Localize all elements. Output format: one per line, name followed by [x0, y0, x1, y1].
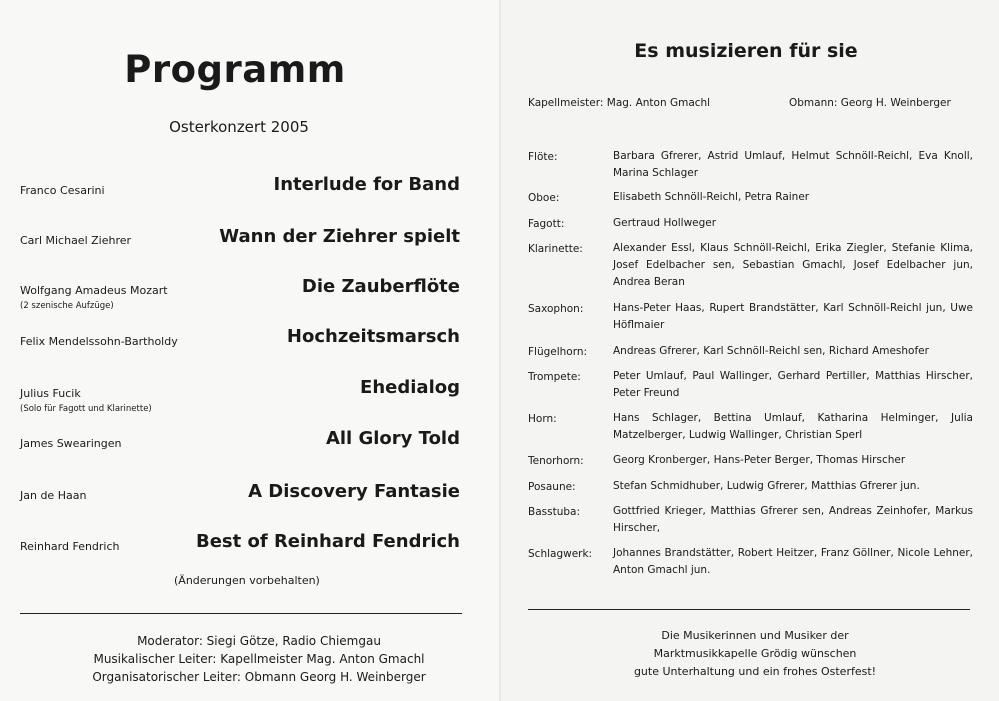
players-list: Elisabeth Schnöll-Reichl, Petra Rainer — [613, 191, 810, 203]
composer-name: Jan de Haan — [20, 489, 87, 502]
instrument-label: Tenorhorn: — [528, 455, 584, 467]
divider — [20, 613, 462, 614]
program-subtitle: Osterkonzert 2005 — [169, 118, 309, 136]
work-title: A Discovery Fantasie — [248, 481, 460, 502]
closing-line: gute Unterhaltung und ein frohes Osterfest! — [633, 665, 877, 678]
composer-name: Julius Fucik — [20, 387, 81, 400]
changes-note: (Änderungen vorbehalten) — [174, 574, 320, 587]
composer-name: Carl Michael Ziehrer — [20, 234, 132, 247]
players-list: Johannes Brandstätter, Robert Heitzer, Franz Göllner, Nicole Lehner, Anton Gmachl jun. — [613, 547, 973, 576]
instrument-label: Flöte: — [528, 151, 558, 163]
kapellmeister-line: Kapellmeister: Mag. Anton Gmachl — [528, 97, 711, 109]
instrument-label: Flügelhorn: — [528, 346, 588, 358]
page-fold — [499, 0, 501, 701]
composer-name: James Swearingen — [20, 437, 122, 450]
composer-name: Franco Cesarini — [20, 184, 105, 197]
instrument-label: Oboe: — [528, 192, 560, 204]
players-list: Stefan Schmidhuber, Ludwig Gfrerer, Matthias Gfrerer jun. — [613, 480, 920, 492]
closing-line: Marktmusikkapelle Grödig wünschen — [653, 647, 857, 660]
work-title: All Glory Told — [325, 428, 460, 449]
work-title: Best of Reinhard Fendrich — [195, 531, 460, 552]
composer-note: (2 szenische Aufzüge) — [20, 301, 114, 311]
instrument-label: Basstuba: — [528, 506, 580, 518]
instrument-label: Klarinette: — [528, 243, 583, 255]
credit-line: Moderator: Siegi Götze, Radio Chiemgau — [137, 634, 381, 648]
players-list: Gertraud Hollweger — [613, 217, 717, 229]
players-list: Andreas Gfrerer, Karl Schnöll-Reichl sen, Richard Ameshofer — [613, 345, 929, 357]
players-list: Barbara Gfrerer, Astrid Umlauf, Helmut Schnöll-Reichl, Eva Knoll, Marina Schlager — [613, 150, 973, 179]
players-list: Gottfried Krieger, Matthias Gfrerer sen, Andreas Zeinhofer, Markus Hirscher, — [613, 505, 973, 534]
players-list: Peter Umlauf, Paul Wallinger, Gerhard Pertiller, Matthias Hirscher, Peter Freund — [613, 370, 973, 399]
obmann-line: Obmann: Georg H. Weinberger — [789, 97, 951, 109]
instrument-label: Horn: — [528, 413, 557, 425]
composer-note: (Solo für Fagott und Klarinette) — [20, 404, 152, 414]
composer-name: Reinhard Fendrich — [20, 540, 120, 553]
credits-block — [20, 632, 498, 686]
players-list: Hans-Peter Haas, Rupert Brandstätter, Karl Schnöll-Reichl jun, Uwe Höflmaier — [613, 302, 973, 331]
players-list: Hans Schlager, Bettina Umlauf, Katharina Helminger, Julia Matzelberger, Ludwig Wallinger, Christian Sperl — [613, 412, 973, 441]
composer-name: Felix Mendelssohn-Bartholdy — [20, 335, 178, 348]
closing-line: Die Musikerinnen und Musiker der — [661, 629, 849, 642]
players-list: Alexander Essl, Klaus Schnöll-Reichl, Erika Ziegler, Stefanie Klima, Josef Edelbacher sen, Sebastian Gmachl, Josef Edelbacher jun, Andrea Beran — [613, 242, 973, 288]
work-title: Wann der Ziehrer spielt — [219, 226, 460, 247]
work-title: Interlude for Band — [273, 174, 460, 195]
players-list: Georg Kronberger, Hans-Peter Berger, Thomas Hirscher — [613, 454, 906, 466]
instrument-label: Fagott: — [528, 218, 565, 230]
work-title: Ehedialog — [360, 377, 460, 398]
instrument-label: Trompete: — [528, 371, 581, 383]
instrument-label: Schlagwerk: — [528, 548, 593, 560]
program-title: Programm — [124, 48, 346, 91]
work-title: Hochzeitsmarsch — [286, 326, 460, 347]
credit-line: Organisatorischer Leiter: Obmann Georg H. Weinberger — [92, 670, 426, 684]
work-title: Die Zauberflöte — [301, 276, 460, 297]
divider — [528, 609, 970, 610]
instrument-label: Posaune: — [528, 481, 576, 493]
instrument-label: Saxophon: — [528, 303, 584, 315]
credit-line: Musikalischer Leiter: Kapellmeister Mag. Anton Gmachl — [93, 652, 425, 666]
performers-title: Es musizieren für sie — [634, 40, 858, 62]
closing-message — [520, 627, 990, 681]
composer-name: Wolfgang Amadeus Mozart — [20, 284, 168, 297]
